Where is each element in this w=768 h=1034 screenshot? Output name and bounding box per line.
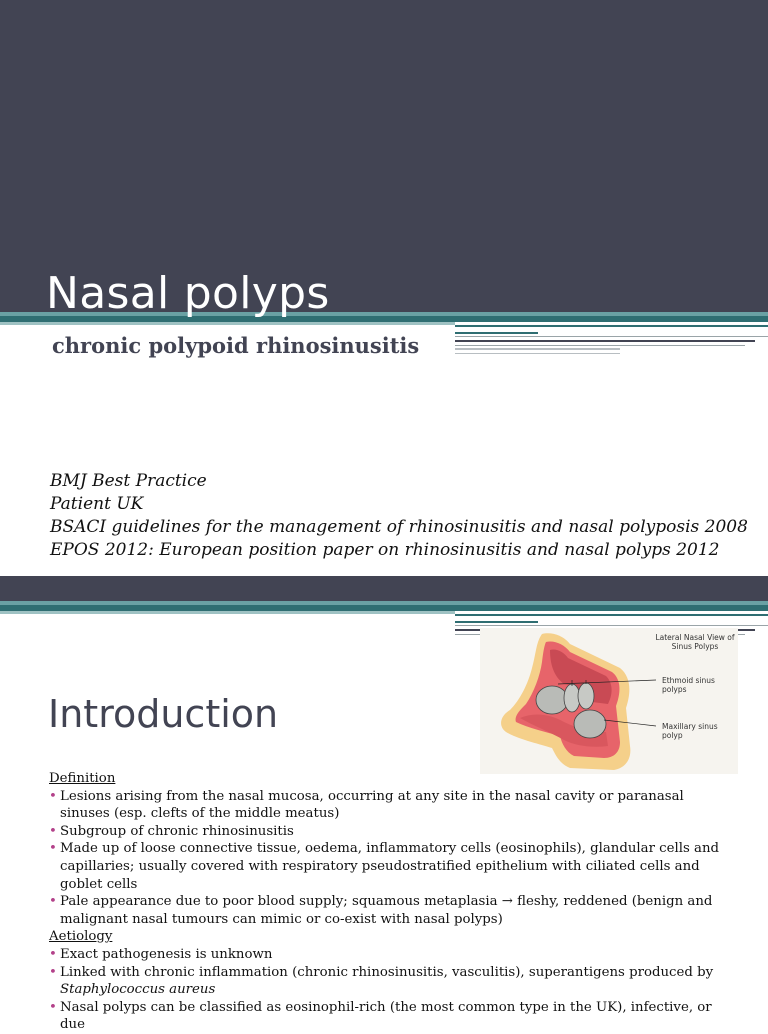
bullet-item: • Subgroup of chronic rhinosinusitis [49, 823, 729, 841]
figure-caption: Lateral Nasal View of Sinus Polyps [655, 633, 735, 651]
bullet-item: • Nasal polyps can be classified as eosinophil-rich (the most common type in the UK), infective, or due [49, 999, 729, 1034]
bullet-item: • Linked with chronic inflammation (chronic rhinosinusitis, vasculitis), superantigens produced by Staphylococcus aureus [49, 964, 729, 999]
bullet-item: • Made up of loose connective tissue, oedema, inflammatory cells (eosinophils), glandular cells and capillaries; usually covered with respiratory pseudostratified epithelium with ciliated cells and goblet cells [49, 840, 729, 893]
reference-item: BMJ Best Practice [50, 471, 207, 491]
intro-slide-dark-band [0, 576, 768, 604]
bullet-item: • Exact pathogenesis is unknown [49, 946, 729, 964]
slide-title: Introduction [48, 692, 279, 736]
presentation-subtitle: chronic polypoid rhinosinusitis [52, 333, 420, 358]
reference-list [50, 470, 748, 562]
section-heading-aetiology: Aetiology [49, 929, 113, 945]
section-heading-definition: Definition [49, 771, 116, 786]
reference-item: BSACI guidelines for the management of rhinosinusitis and nasal polyposis 2008 [50, 517, 748, 537]
figure-label-maxillary: Maxillary sinus polyp [662, 722, 718, 740]
bullet-item: • Lesions arising from the nasal mucosa, occurring at any site in the nasal cavity or paranasal sinuses (esp. clefts of the middle meatus) [49, 788, 729, 823]
slide-body [49, 770, 729, 1034]
figure-label-ethmoid: Ethmoid sinus polyps [662, 676, 715, 694]
reference-item: EPOS 2012: European position paper on rhinosinusitis and nasal polyps 2012 [50, 540, 720, 560]
bullet-item: • Pale appearance due to poor blood supply; squamous metaplasia → fleshy, reddened (benign and malignant nasal tumours can mimic or co-exist with nasal polyps) [49, 893, 729, 928]
organism-name: Staphylococcus aureus [60, 982, 216, 998]
reference-item: Patient UK [50, 494, 144, 514]
presentation-title: Nasal polyps [46, 268, 330, 319]
nasal-polyp-diagram [480, 628, 738, 774]
introduction-slide [0, 576, 768, 1033]
